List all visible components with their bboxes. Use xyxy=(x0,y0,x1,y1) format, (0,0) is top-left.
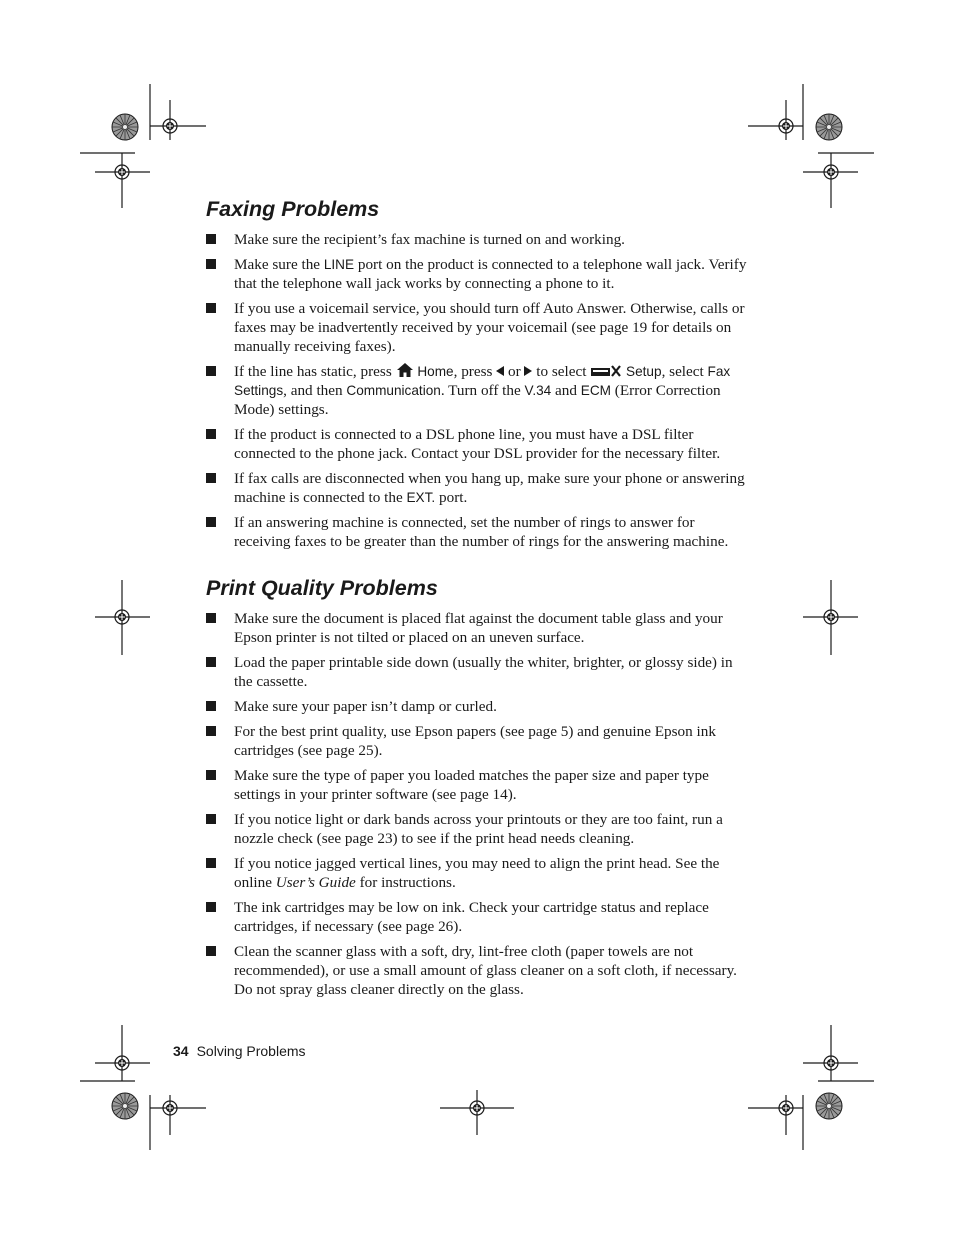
bullet-icon xyxy=(206,473,216,483)
list-item: Make sure the type of paper you loaded matches the paper size and paper type settings in your printer software (see page 14). xyxy=(206,766,751,804)
page-content xyxy=(206,196,751,1005)
bullet-icon xyxy=(206,770,216,780)
list-item: For the best print quality, use Epson papers (see page 5) and genuine Epson ink cartridges (see page 25). xyxy=(206,722,751,760)
home-icon xyxy=(396,362,414,378)
list-item: Clean the scanner glass with a soft, dry, lint-free cloth (paper towels are not recommended), or use a small amount of glass cleaner on a soft cloth, if necessary. Do not spray glass cleaner directly on the glass. xyxy=(206,942,751,999)
bullet-icon xyxy=(206,946,216,956)
list-item: Make sure the recipient’s fax machine is turned on and working. xyxy=(206,230,751,249)
footer-section-label: Solving Problems xyxy=(196,1043,306,1059)
section-title-faxing-problems: Faxing Problems xyxy=(206,197,380,221)
bullet-icon xyxy=(206,701,216,711)
users-guide-title: User’s Guide xyxy=(275,874,356,891)
bullet-icon xyxy=(206,366,216,376)
list-item: If you notice light or dark bands across your printouts or they are too faint, run a nozzle check (see page 23) to see if the print head needs cleaning. xyxy=(206,810,751,848)
list-item: The ink cartridges may be low on ink. Check your cartridge status and replace cartridges, if necessary (see page 26). xyxy=(206,898,751,936)
list-item: If you use a voicemail service, you should turn off Auto Answer. Otherwise, calls or faxes may be inadvertently received by your voicemail (see page 19 for details on manually receiving faxes). xyxy=(206,299,751,356)
page-footer xyxy=(173,1043,306,1059)
list-item: If fax calls are disconnected when you hang up, make sure your phone or answering machine is connected to the EXT. port. xyxy=(206,469,751,507)
bullet-icon xyxy=(206,814,216,824)
bullet-icon xyxy=(206,303,216,313)
page-number: 34 xyxy=(173,1043,189,1059)
list-item: If an answering machine is connected, set the number of rings to answer for receiving faxes to be greater than the number of rings for the answering machine. xyxy=(206,513,751,551)
ui-term-ext: EXT. xyxy=(406,490,436,505)
list-item: Make sure the document is placed flat against the document table glass and your Epson printer is not tilted or placed on an uneven surface. xyxy=(206,609,751,647)
bullet-icon xyxy=(206,517,216,527)
ui-term-fax-settings: Fax Settings xyxy=(234,364,731,398)
bullet-icon xyxy=(206,858,216,868)
list-item: If the product is connected to a DSL phone line, you must have a DSL filter connected to the phone jack. Contact your DSL provider for the necessary filter. xyxy=(206,425,751,463)
bullet-icon xyxy=(206,429,216,439)
bullet-icon xyxy=(206,259,216,269)
ui-term-ecm: ECM xyxy=(580,383,611,398)
list-item: Make sure your paper isn’t damp or curled. xyxy=(206,697,751,716)
print-quality-problems-list xyxy=(206,609,751,999)
ui-term-line: LINE xyxy=(323,257,355,272)
faxing-problems-list xyxy=(206,230,751,551)
list-item: Load the paper printable side down (usually the whiter, brighter, or glossy side) in the cassette. xyxy=(206,653,751,691)
ui-term-v34: V.34 xyxy=(524,383,552,398)
bullet-icon xyxy=(206,726,216,736)
ui-term-home: Home xyxy=(417,364,454,379)
bullet-icon xyxy=(206,657,216,667)
left-arrow-icon xyxy=(496,366,504,376)
list-item: If you notice jagged vertical lines, you may need to align the print head. See the online User’s Guide for instructions. xyxy=(206,854,751,892)
ui-term-setup: Setup xyxy=(626,364,662,379)
ui-term-communication: Communication xyxy=(346,383,441,398)
list-item: Make sure the LINE port on the product is connected to a telephone wall jack. Verify that the telephone wall jack works by connecting a phone to it. xyxy=(206,255,751,293)
bullet-icon xyxy=(206,234,216,244)
section-title-print-quality-problems: Print Quality Problems xyxy=(206,576,438,600)
bullet-icon xyxy=(206,902,216,912)
list-item: If the line has static, press Home, press or to select Setup, select Fax Settings, and then Communication. Turn off the V.34 and ECM (Error Correction Mode) settings. xyxy=(206,362,751,419)
setup-icon xyxy=(590,364,622,378)
bullet-icon xyxy=(206,613,216,623)
